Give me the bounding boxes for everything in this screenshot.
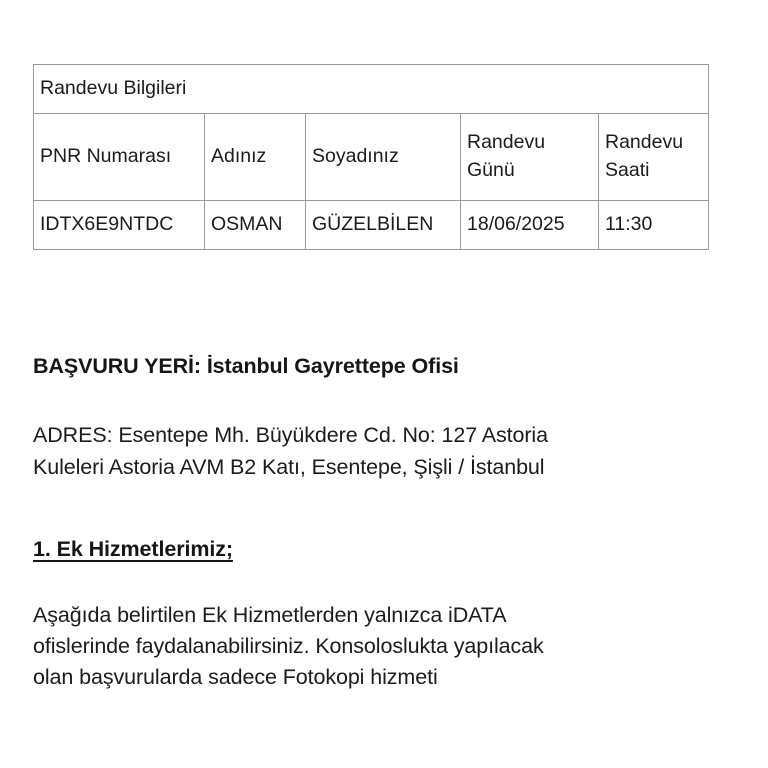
column-header-lastname: Soyadınız (306, 114, 461, 201)
document-body (33, 352, 745, 694)
column-header-pnr: PNR Numarası (34, 114, 205, 201)
appointment-info-table (33, 64, 709, 250)
application-place-heading: BAŞVURU YERİ: İstanbul Gayrettepe Ofisi (33, 354, 459, 378)
address-line-2: Kuleleri Astoria AVM B2 Katı, Esentepe, Şişli / İstanbul (33, 454, 545, 479)
cell-pnr: IDTX6E9NTDC (34, 201, 205, 250)
spacer (33, 483, 745, 535)
section-1-paragraph-line-1: Aşağıda belirtilen Ek Hizmetlerden yalnızca iDATA (33, 602, 507, 627)
appointment-info-table-wrapper (33, 64, 708, 250)
table-header-row (34, 114, 709, 201)
cell-time: 11:30 (599, 201, 709, 250)
table-row (34, 201, 709, 250)
cell-date: 18/06/2025 (461, 201, 599, 250)
address-line-1: ADRES: Esentepe Mh. Büyükdere Cd. No: 127 Astoria (33, 423, 548, 448)
table-caption-row (34, 65, 709, 114)
table-caption-cell: Randevu Bilgileri (34, 65, 709, 114)
spacer (33, 564, 745, 600)
cell-lastname: GÜZELBİLEN (306, 201, 461, 250)
spacer (33, 380, 745, 420)
column-header-date: Randevu Günü (461, 114, 599, 201)
section-1-paragraph-line-2: ofislerinde faydalanabilirsiniz. Konsoloslukta yapılacak (33, 633, 544, 658)
column-header-time: Randevu Saati (599, 114, 709, 201)
cell-firstname: OSMAN (205, 201, 306, 250)
column-header-firstname: Adınız (205, 114, 306, 201)
section-1-heading: 1. Ek Hizmetlerimiz; (33, 537, 233, 562)
section-1-paragraph-line-3: olan başvurularda sadece Fotokopi hizmeti (33, 665, 438, 690)
section-1-heading-wrapper (33, 535, 745, 563)
